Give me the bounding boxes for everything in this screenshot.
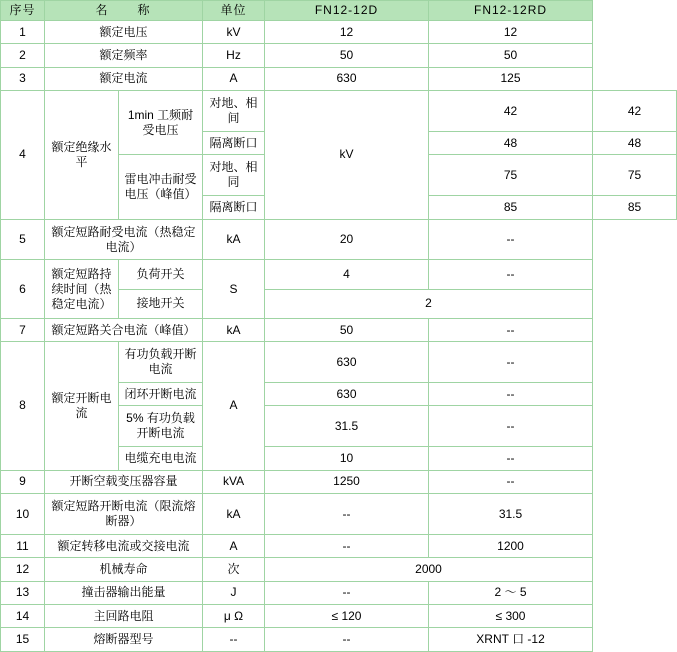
row-value-model-2: --: [429, 342, 593, 383]
row-value-model-1: 10: [265, 447, 429, 470]
header-cell-model-1: FN12-12D: [265, 1, 429, 21]
table-row: [1, 628, 677, 652]
subgroup-label: 雷电冲击耐受电压（峰值）: [119, 155, 203, 219]
row-value-model-2: 12: [429, 21, 593, 44]
row-index: 8: [1, 342, 45, 471]
row-unit: kV: [265, 91, 429, 220]
row-index: 12: [1, 558, 45, 581]
row-name: 额定绝缘水平: [45, 91, 119, 220]
table-row: [1, 260, 677, 289]
table-row: [1, 342, 677, 383]
subitem-label: 接地开关: [119, 289, 203, 318]
row-unit: kVA: [203, 470, 265, 493]
row-value-model-1: 20: [265, 219, 429, 260]
table-row: [1, 21, 677, 44]
row-value-model-2: 50: [429, 44, 593, 67]
row-value-model-1: 75: [429, 155, 593, 196]
row-value-model-2: 1200: [429, 534, 593, 557]
subitem-label: 闭环开断电流: [119, 383, 203, 406]
row-index: 6: [1, 260, 45, 318]
row-name: 额定短路开断电流（限流熔断器）: [45, 494, 203, 535]
row-unit: kA: [203, 318, 265, 341]
row-value-model-2: 31.5: [429, 494, 593, 535]
table-header: [1, 1, 677, 21]
table-row: [1, 494, 677, 535]
row-unit: --: [203, 628, 265, 652]
subitem-label: 有功负载开断电流: [119, 342, 203, 383]
subitem-label: 负荷开关: [119, 260, 203, 289]
table-row: [1, 581, 677, 604]
table-body: [1, 21, 677, 652]
subitem-label: 对地、相间: [203, 91, 265, 132]
row-index: 4: [1, 91, 45, 220]
subitem-label: 对地、相同: [203, 155, 265, 196]
row-value-model-2: 42: [593, 91, 677, 132]
row-value-model-2: 75: [593, 155, 677, 196]
row-unit: μ Ω: [203, 605, 265, 628]
row-index: 13: [1, 581, 45, 604]
row-name: 熔断器型号: [45, 628, 203, 652]
table-row: [1, 605, 677, 628]
row-value-model-1: 630: [265, 342, 429, 383]
row-value-model-1: --: [265, 581, 429, 604]
row-unit: J: [203, 581, 265, 604]
table-row: [1, 470, 677, 493]
subitem-label: 5% 有功负载开断电流: [119, 406, 203, 447]
row-value-model-2: 2 ～ 5: [429, 581, 593, 604]
row-unit: A: [203, 534, 265, 557]
row-value-model-2: --: [429, 470, 593, 493]
row-index: 9: [1, 470, 45, 493]
row-unit: Hz: [203, 44, 265, 67]
row-value-model-1: 31.5: [265, 406, 429, 447]
row-value-model-1: ≤ 120: [265, 605, 429, 628]
row-index: 2: [1, 44, 45, 67]
row-value-model-1: --: [265, 628, 429, 652]
row-index: 10: [1, 494, 45, 535]
row-value-model-1: 48: [429, 131, 593, 154]
row-value-model-2: ≤ 300: [429, 605, 593, 628]
row-value-merged: 2000: [265, 558, 593, 581]
row-name: 额定开断电流: [45, 342, 119, 471]
subitem-label: 电缆充电电流: [119, 447, 203, 470]
row-name: 额定频率: [45, 44, 203, 67]
row-value-model-2: XRNT 口 -12: [429, 628, 593, 652]
row-unit: kA: [203, 494, 265, 535]
row-name: 开断空载变压器容量: [45, 470, 203, 493]
row-name: 主回路电阻: [45, 605, 203, 628]
row-value-model-1: 630: [265, 383, 429, 406]
subitem-label: 隔离断口: [203, 196, 265, 219]
table-row: [1, 91, 677, 132]
row-value-model-1: 50: [265, 318, 429, 341]
table-row: [1, 558, 677, 581]
row-value-model-2: 85: [593, 196, 677, 219]
row-index: 14: [1, 605, 45, 628]
row-name: 额定电流: [45, 67, 203, 90]
row-name: 额定短路关合电流（峰值）: [45, 318, 203, 341]
row-value-model-2: --: [429, 383, 593, 406]
header-cell-unit: 单位: [203, 1, 265, 21]
table-row: [1, 67, 677, 90]
row-value-model-2: --: [429, 260, 593, 289]
row-value-model-1: --: [265, 494, 429, 535]
row-unit: A: [203, 342, 265, 471]
row-value-model-1: 50: [265, 44, 429, 67]
row-value-model-2: --: [429, 219, 593, 260]
row-value-model-2: --: [429, 447, 593, 470]
row-value-model-2: 125: [429, 67, 593, 90]
row-value-model-2: 48: [593, 131, 677, 154]
row-unit: S: [203, 260, 265, 318]
header-cell-no: 序号: [1, 1, 45, 21]
row-unit: 次: [203, 558, 265, 581]
table-row: [1, 219, 677, 260]
row-index: 11: [1, 534, 45, 557]
row-value-model-1: 630: [265, 67, 429, 90]
row-value-merged: 2: [265, 289, 593, 318]
row-value-model-2: --: [429, 406, 593, 447]
row-name: 额定电压: [45, 21, 203, 44]
header-cell-model-2: FN12-12RD: [429, 1, 593, 21]
row-value-model-1: 1250: [265, 470, 429, 493]
row-value-model-1: 12: [265, 21, 429, 44]
row-name: 额定短路耐受电流（热稳定电流）: [45, 219, 203, 260]
row-name: 额定转移电流或交接电流: [45, 534, 203, 557]
table-header-row: [1, 1, 677, 21]
row-index: 3: [1, 67, 45, 90]
subgroup-label: 1min 工频耐受电压: [119, 91, 203, 155]
row-name: 额定短路持续时间（热稳定电流）: [45, 260, 119, 318]
row-unit: A: [203, 67, 265, 90]
row-unit: kA: [203, 219, 265, 260]
row-unit: kV: [203, 21, 265, 44]
table-row: [1, 318, 677, 341]
row-value-model-2: --: [429, 318, 593, 341]
row-index: 7: [1, 318, 45, 341]
subitem-label: 隔离断口: [203, 131, 265, 154]
row-value-model-1: 42: [429, 91, 593, 132]
row-index: 1: [1, 21, 45, 44]
table-row: [1, 534, 677, 557]
row-value-model-1: --: [265, 534, 429, 557]
row-value-model-1: 4: [265, 260, 429, 289]
row-index: 5: [1, 219, 45, 260]
row-name: 撞击器输出能量: [45, 581, 203, 604]
row-value-model-1: 85: [429, 196, 593, 219]
table-row: [1, 44, 677, 67]
header-cell-name: 名 称: [45, 1, 203, 21]
row-name: 机械寿命: [45, 558, 203, 581]
row-index: 15: [1, 628, 45, 652]
